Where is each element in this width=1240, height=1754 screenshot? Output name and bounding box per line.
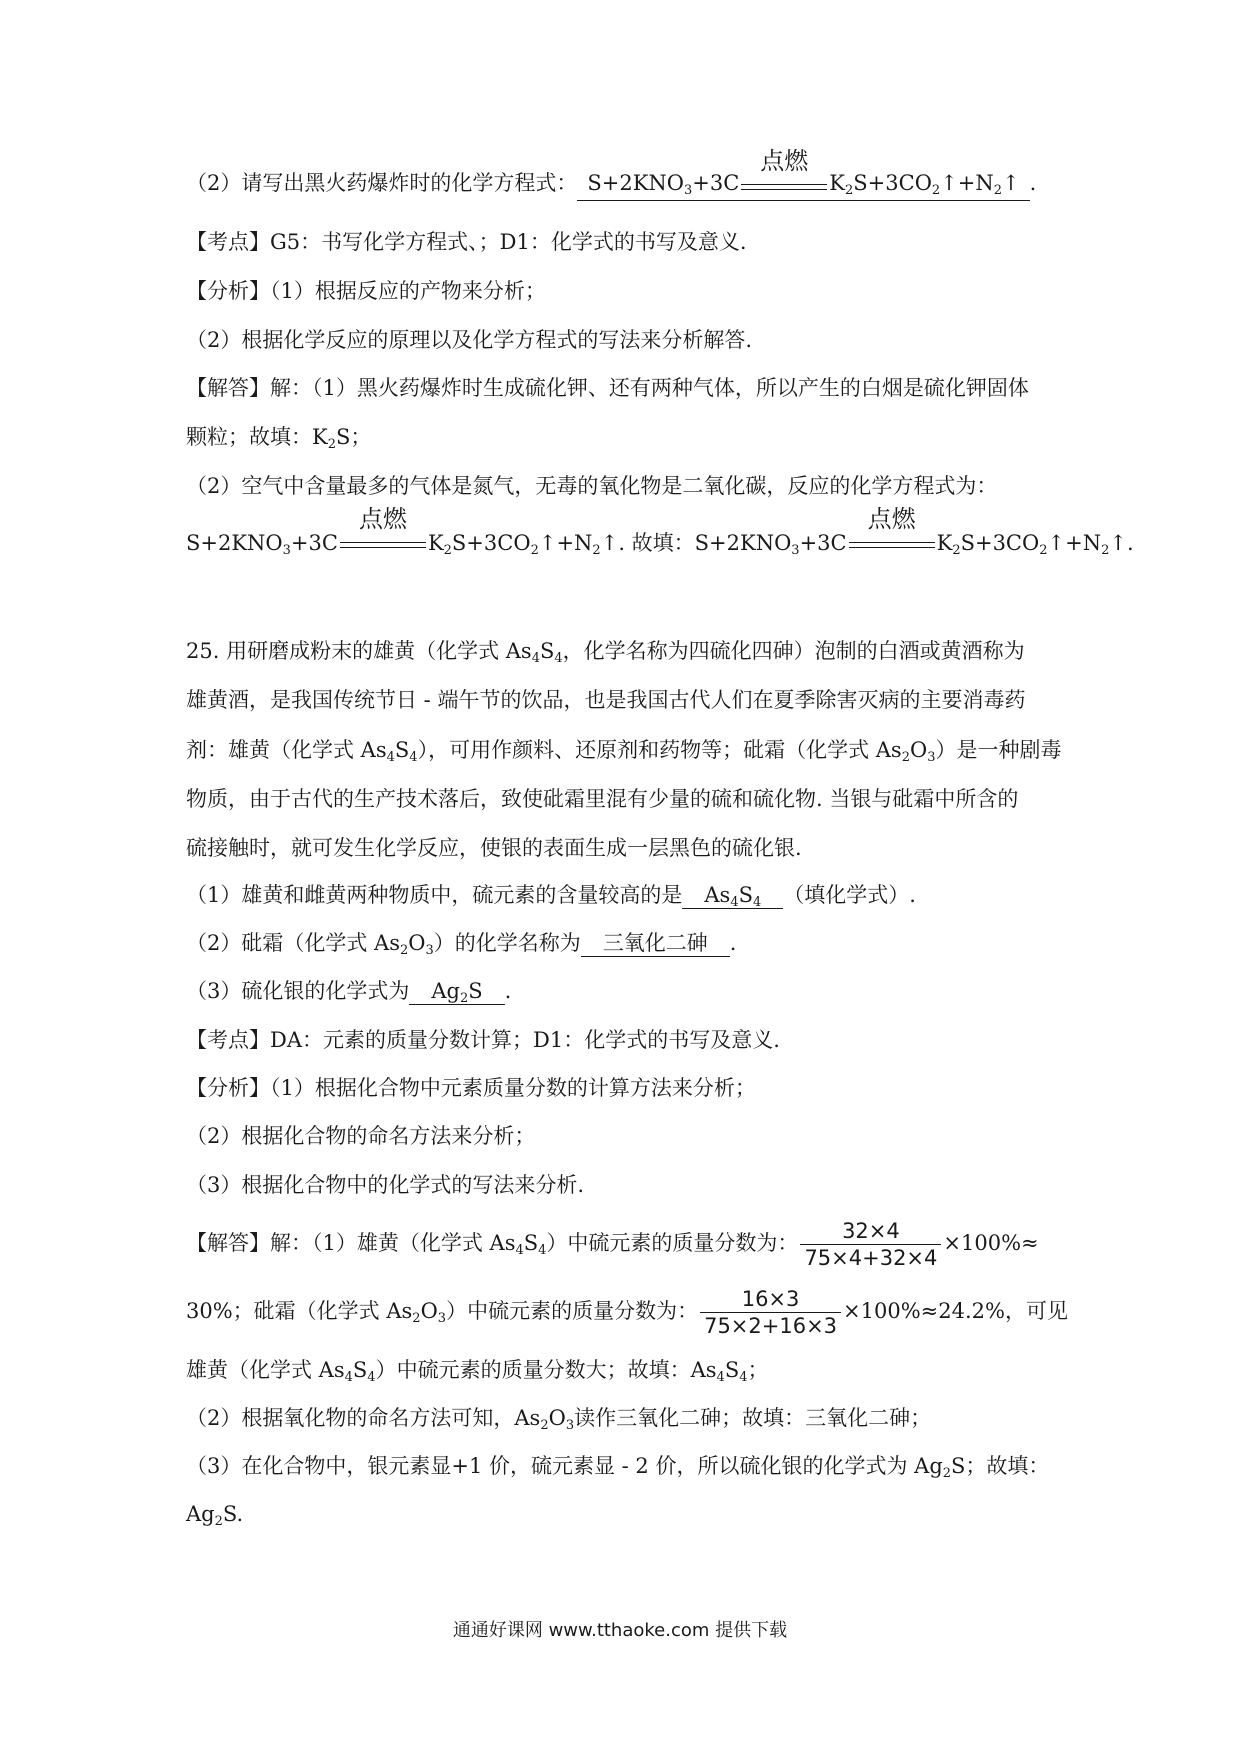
q25-fenxi-1: 【分析】（1）根据化合物中元素质量分数的计算方法来分析； [186, 1076, 756, 1100]
reaction-condition: 点燃 [338, 528, 428, 558]
q25-fenxi-3: （3）根据化合物中的化学式的写法来分析. [186, 1173, 585, 1197]
q25-stem-4: 物质，由于古代的生产技术落后，致使砒霜里混有少量的硫和硫化物. 当银与砒霜中所含的 [186, 787, 1019, 811]
page-footer: 通通好课网 www.tthaoke.com 提供下载 [452, 1620, 788, 1641]
fraction-2: $\frac{16\times 3}{75\times 2+16\times 3}$ [700, 1286, 841, 1339]
answer-blank-1: $As_4S_4$ [682, 882, 783, 909]
q25-jieda-4: （2）根据氧化物的命名方法可知，$As_2O_3$读作三氧化二砷；故填：三氧化二砷； [186, 1406, 932, 1433]
reaction-condition: 点燃 [847, 528, 937, 558]
answer-blank-3: $Ag_2S$ [409, 978, 504, 1005]
q24-fenxi-2: （2）根据化学反应的原理以及化学方程式的写法来分析解答. [186, 328, 753, 352]
q25-jieda-1: 【解答】解：（1）雄黄（化学式 $As_4S_4$）中硫元素的质量分数为： $\frac{32\times 4}{75\times 4+32\times 4}$ ×100%≈ [186, 1219, 1039, 1270]
q25-stem-3: 剂：雄黄（化学式 $As_4S_4$），可用作颜料、还原剂和药物等；砒霜（化学式 $As_2O_3$）是一种剧毒 [186, 738, 1062, 765]
q24-jieda-2: （2）空气中含量最多的气体是氮气，无毒的氧化物是二氧化碳，反应的化学方程式为： [186, 474, 998, 498]
reaction-condition: 点燃 [739, 170, 829, 200]
q24-jieda-2b: $S+2KNO_3+3C$ 点燃 $K_2S+3CO_2↑+N_2↑$. 故填：$S+2KNO_3+3C$ 点燃 $K_2S+3CO_2↑+N_2↑$. [186, 505, 1134, 558]
q25-jieda-2: 30%；砒霜（化学式 $As_2O_3$）中硫元素的质量分数为： $\frac{16\times 3}{75\times 2+16\times 3}$ ×100%≈24.2%，可见 [186, 1287, 1068, 1338]
q25-stem-1: 25. 用研磨成粉末的雄黄（化学式 $As_4S_4$，化学名称为四硫化四砷）泡制的白酒或黄酒称为 [186, 639, 1025, 666]
q25-sub-3: （3）硫化银的化学式为 $Ag_2S$ . [186, 979, 512, 1006]
fraction-1: $\frac{32\times 4}{75\times 4+32\times 4}$ [800, 1218, 941, 1271]
q25-sub-1: （1）雄黄和雌黄两种物质中，硫元素的含量较高的是 $As_4S_4$ （填化学式）. [186, 883, 916, 910]
q25-jieda-5: （3）在化合物中，银元素显+1 价，硫元素显 - 2 价，所以硫化银的化学式为 $Ag_2S$；故填： [186, 1454, 1050, 1481]
q24-jieda-1: 【解答】解：（1）黑火药爆炸时生成硫化钾、还有两种气体，所以产生的白烟是硫化钾固体 [186, 376, 1029, 400]
q24-jieda-1b: 颗粒；故填：$K_2S$； [186, 425, 372, 452]
equation-2: $S+2KNO_3+3C$ 点燃 $K_2S+3CO_2↑+N_2↑$ [694, 505, 1127, 558]
q25-fenxi-2: （2）根据化合物的命名方法来分析； [186, 1124, 536, 1148]
answer-blank-2: 三氧化二砷 [581, 930, 730, 957]
answer-blank-equation: $S+2KNO_3+3C$ 点燃 $K_2S+3CO_2↑+N_2↑$ [577, 170, 1029, 201]
q25-jieda-6: $Ag_2S$. [186, 1502, 244, 1529]
q25-kaodian: 【考点】DA：元素的质量分数计算；D1：化学式的书写及意义. [186, 1028, 780, 1052]
q25-sub-2: （2）砒霜（化学式 $As_2O_3$）的化学名称为 三氧化二砷 . [186, 931, 737, 958]
q25-jieda-3: 雄黄（化学式 $As_4S_4$）中硫元素的质量分数大；故填：$As_4S_4$； [186, 1358, 769, 1385]
q25-stem-5: 硫接触时，就可发生化学反应，使银的表面生成一层黑色的硫化银. [186, 836, 802, 860]
equation-1: $S+2KNO_3+3C$ 点燃 $K_2S+3CO_2↑+N_2↑$ [186, 505, 619, 558]
q24-fenxi-1: 【分析】（1）根据反应的产物来分析； [186, 279, 546, 303]
q24-kaodian: 【考点】G5：书写化学方程式、；D1：化学式的书写及意义. [186, 230, 747, 254]
q25-stem-2: 雄黄酒，是我国传统节日 - 端午节的饮品，也是我国古代人们在夏季除害灭病的主要消毒药 [186, 688, 1026, 712]
q24-part2-prompt: （2）请写出黑火药爆炸时的化学方程式： $S+2KNO_3+3C$ 点燃 $K_2S+3CO_2↑+N_2↑$ . [186, 168, 1036, 201]
